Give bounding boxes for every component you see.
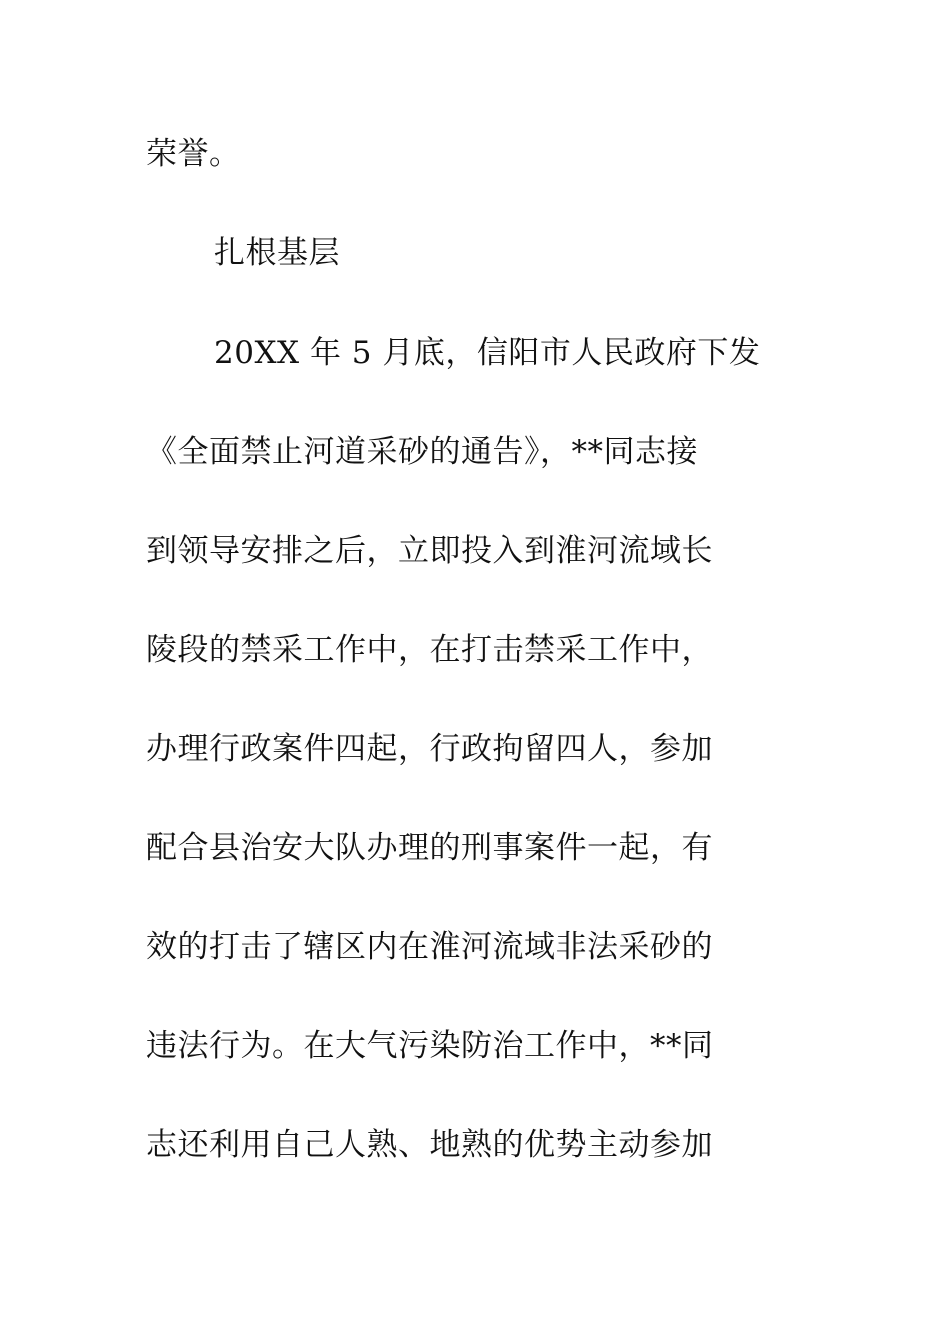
paragraph-line: 志还利用自己人熟、地熟的优势主动参加 [146,1127,713,1163]
paragraph-line: 到领导安排之后，立即投入到淮河流域长 [146,533,713,569]
paragraph-line: 违法行为。在大气污染防治工作中，**同 [146,1028,714,1064]
section-heading: 扎根基层 [214,235,340,271]
paragraph-line: 荣誉。 [146,136,241,172]
paragraph-line: 配合县治安大队办理的刑事案件一起，有 [146,830,713,866]
paragraph-line: 陵段的禁采工作中，在打击禁采工作中， [146,632,713,668]
paragraph-line: 20XX 年 5 月底，信阳市人民政府下发 [214,335,761,371]
paragraph-line: 效的打击了辖区内在淮河流域非法采砂的 [146,929,713,965]
paragraph-line: 办理行政案件四起，行政拘留四人，参加 [146,731,713,767]
paragraph-line: 《全面禁止河道采砂的通告》，**同志接 [146,434,698,470]
